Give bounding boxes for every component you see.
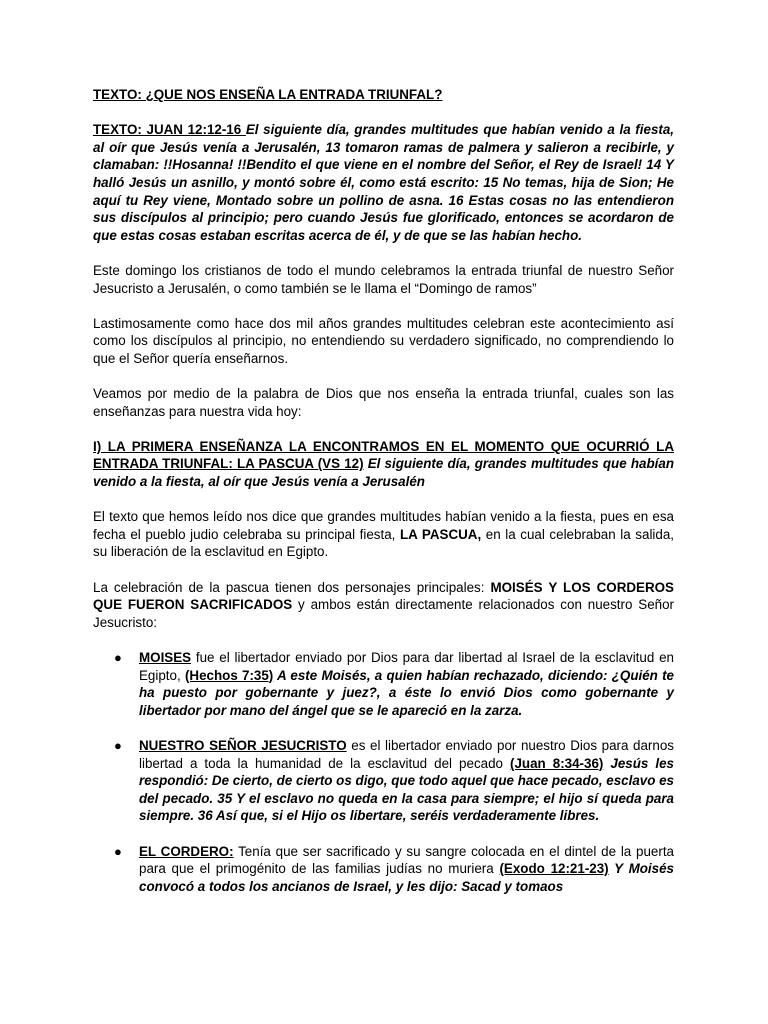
bullet-icon: ● (114, 737, 122, 753)
bullet-reference: (Juan 8:34-36) (510, 755, 604, 771)
paragraph-personajes (93, 579, 674, 632)
paragraph-pascua (93, 508, 674, 561)
pascua-text-pre: El texto que hemos leído nos dice que grandes multitudes habían venido a la fiesta, pues en esa fecha el pueblo judio celebraba su principal fiesta, (93, 509, 674, 542)
bullet-term: NUESTRO SEÑOR JESUCRISTO (139, 737, 347, 753)
paragraph-domingo: Este domingo los cristianos de todo el mundo celebramos la entrada triunfal de nuestro Señor Jesucristo a Jerusalén, o como también se le llama el “Domingo de ramos” (93, 262, 674, 296)
scripture-passage (93, 121, 674, 244)
document-title (93, 86, 674, 104)
bullet-reference: (Exodo 12:21-23) (499, 861, 609, 877)
section-1 (93, 438, 674, 491)
bullet-text: Tenía que ser sacrificado y su sangre colocada en el dintel de la puerta para que el primogénito de las familias judías no muriera (139, 843, 674, 877)
list-item-jesucristo (93, 737, 674, 825)
bullet-quote: Y Moisés convocó a todos los ancianos de Israel, y les dijo: Sacad y tomaos (139, 861, 674, 894)
bullet-reference: (Hechos 7:35) (184, 667, 274, 683)
bullet-text: es el libertador enviado por nuestro Dios para darnos libertad a toda la humanidad de la esclavitud del pecado (139, 737, 674, 771)
section-1-heading: I) LA PRIMERA ENSEÑANZA LA ENCONTRAMOS EN EL MOMENTO QUE OCURRIÓ LA ENTRADA TRIUNFAL: LA PASCUA (VS 12) (93, 438, 674, 472)
paragraph-veamos: Veamos por medio de la palabra de Dios que nos enseña la entrada triunfal, cuales son las enseñanzas para nuestra vida hoy: (93, 386, 674, 419)
bullet-list (93, 649, 674, 895)
passage-reference: TEXTO: JUAN 12:12-16 (93, 122, 246, 138)
personajes-bold: MOISÉS Y LOS CORDEROS QUE FUERON SACRIFICADOS (93, 579, 674, 613)
title-text: TEXTO: ¿QUE NOS ENSEÑA LA ENTRADA TRIUNFAL? (93, 87, 443, 102)
pascua-bold: LA PASCUA, (399, 526, 482, 542)
bullet-icon: ● (114, 650, 122, 665)
pascua-text-post: en la cual celebraban la salida, su liberación de la esclavitud en Egipto. (93, 526, 675, 560)
bullet-quote: Jesús les respondió: De cierto, de cierto os digo, que todo aquel que hace pecado, esclavo es del pecado. 35 Y el esclavo no queda en la casa para siempre; el hijo sí queda para siempre. 36 Así que, si el Hijo os libertare, seréis verdaderamente libres. (139, 755, 675, 824)
section-1-quote: El siguiente día, grandes multitudes que habían venido a la fiesta, al oír que Jesús venía a Jerusalén (93, 456, 674, 490)
bullet-text: fue el libertador enviado por Dios para dar libertad al Israel de la esclavitud en Egipto, (139, 650, 674, 683)
list-item-cordero (93, 843, 674, 896)
bullet-term: EL CORDERO: (139, 843, 234, 859)
passage-text: El siguiente día, grandes multitudes que habían venido a la fiesta, al oír que Jesús venía a Jerusalén, 13 tomaron ramas de palmera y salieron a recibirle, y clamaban: !!Hosanna! !!Bendito el que viene en el nombre del Señor, el Rey de Israel! 14 Y halló Jesús un asnillo, y montó sobre él, como está escrito: 15 No temas, hija de Sion; He aquí tu Rey viene, Montado sobre un pollino de asna. 16 Estas cosas no las entendieron sus discípulos al principio; pero cuando Jesús fue glorificado, entonces se acordaron de que estas cosas estaban escritas acerca de él, y de que se las habían hecho. (93, 122, 675, 243)
bullet-quote: A este Moisés, a quien habían rechazado, diciendo: ¿Quién te ha puesto por gobernante y juez?, a éste lo envió Dios como gobernante y libertador por mano del ángel que se le apareció en la zarza. (139, 667, 674, 718)
bullet-icon: ● (114, 843, 122, 859)
personajes-text-post: y ambos están directamente relacionados con nuestro Señor Jesucristo: (93, 597, 674, 630)
personajes-text-pre: La celebración de la pascua tienen dos personajes principales: (93, 579, 491, 595)
paragraph-lastimosamente: Lastimosamente como hace dos mil años grandes multitudes celebran este acontecimiento así como los discípulos al principio, no entendiendo su verdadero significado, no comprendiendo lo que el Señor quería enseñarnos. (93, 315, 674, 366)
list-item-moises (93, 649, 674, 719)
bullet-term: MOISES (139, 650, 192, 665)
